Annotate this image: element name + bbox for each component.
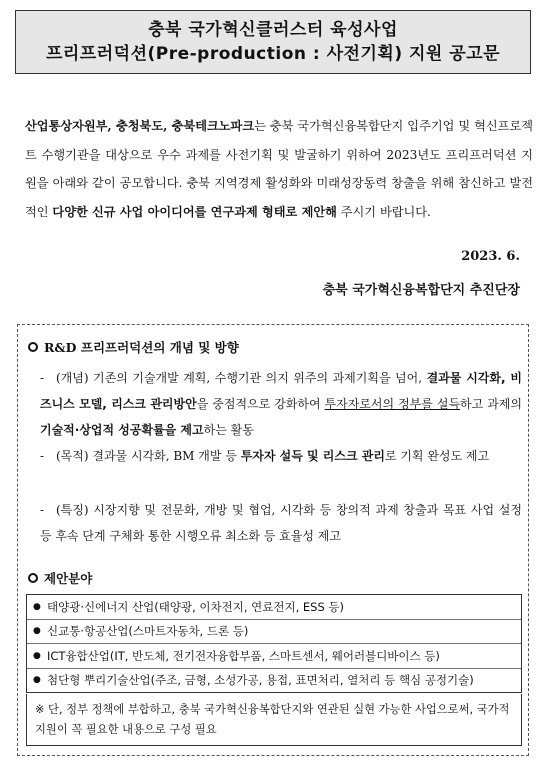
concept-text-1: (개념) 기존의 기술개발 계획, 수행기관 의지 위주의 과제기획을 넘어,: [56, 371, 427, 385]
section2-heading: [28, 569, 92, 587]
intro-text-2: 주시기 바랍니다.: [336, 204, 431, 219]
purpose-item: [40, 443, 522, 469]
field-label: 태양광·신에너지 산업(태양광, 이차전지, 연료전지, ESS 등): [47, 599, 345, 614]
title-line-1: 충북 국가혁신클러스터 육성사업: [148, 20, 398, 40]
section2-title: 제안분야: [44, 571, 93, 586]
concept-text-2: 을 중점적으로 강화하여: [196, 397, 325, 411]
circle-bullet-icon: [28, 342, 38, 352]
purpose-text-2: 로 기획 완성도 제고: [384, 449, 490, 463]
field-label: 신교통·항공산업(스마트자동차, 드론 등): [47, 624, 249, 639]
organizer: 충북 국가혁신융복합단지 추진단장: [322, 283, 520, 298]
bullet-icon: ●: [33, 675, 41, 686]
purpose-text-1: (목적) 결과물 시각화, BM 개발 등: [56, 449, 241, 463]
bullet-icon: ●: [33, 601, 41, 612]
feature-text: (특징) 시장지향 및 전문화, 개방 및 협업, 시각화 등 창의적 과제 창출과 목표 사업 설정 등 후속 단계 구체화 통한 시행오류 최소화 등 효율성 제고: [40, 503, 522, 543]
field-row: [27, 620, 521, 645]
concept-text-3: 하고 과제의: [460, 397, 522, 411]
fields-table: [26, 594, 522, 693]
intro-orgs: 산업통상자원부, 충청북도, 충북테크노파크: [25, 119, 255, 133]
field-row: [27, 595, 521, 620]
dash-bullet: -: [40, 371, 45, 385]
title-line-2: 프리프러덕션(Pre-production : 사전기획) 지원 공고문: [45, 44, 501, 64]
field-row: [27, 644, 521, 669]
intro-request: 다양한 신규 사업 아이디어를 연구과제 형태로 제안해: [52, 204, 337, 219]
bullet-icon: ●: [33, 650, 41, 661]
bullet-icon: ●: [33, 626, 41, 637]
dash-bullet: -: [40, 449, 45, 463]
intro-text-1: 는 충북 국가혁신융복합단지 입주기업 및 혁신프로젝트 수행기관을 대상으로 우수 과제를 사전기획 및 발굴하기 위하여 2023년도 프리프러덕션 지원을 아래와 같이 공모합니다. 충북 지역경제 활성화와 미래성장동력 창출을 위해 참신하고 발전적인: [25, 119, 533, 219]
concept-text-4: 하는 활동: [203, 423, 254, 437]
section1-title: R&D 프리프러덕션의 개념 및 방향: [44, 340, 239, 355]
purpose-bold: 투자자 설득 및 리스크 관리: [240, 449, 385, 463]
section1-heading: [28, 338, 239, 356]
dash-bullet: -: [40, 503, 45, 517]
circle-bullet-icon: [28, 573, 38, 583]
field-row: [27, 669, 521, 693]
title-box: [15, 10, 531, 74]
concept-item: [40, 365, 522, 443]
field-label: 첨단형 뿌리기술산업(주조, 금형, 소성가공, 용접, 표면처리, 열처리 등 핵심 공정기술): [47, 673, 474, 688]
concept-underline: 투자자로서의 정부를 설득: [324, 397, 461, 411]
concept-bold-1: 결과물 시각화, 비즈니스 모델, 리스크 관리방안: [40, 371, 523, 411]
concept-bold-2: 기술적·상업적 성공확률을 제고: [40, 423, 204, 437]
note-box: ※ 단, 정부 정책에 부합하고, 충북 국가혁신융복합단지와 연관된 실현 가능한 사업으로써, 국가적 지원이 꼭 필요한 내용으로 구성 필요: [26, 694, 522, 746]
feature-item: [40, 497, 522, 549]
field-label: ICT융합산업(IT, 반도체, 전기전자융합부품, 스마트센서, 웨어러블디바이스 등): [47, 648, 440, 663]
announcement-date: 2023. 6.: [461, 249, 520, 264]
intro-paragraph: [25, 112, 533, 226]
